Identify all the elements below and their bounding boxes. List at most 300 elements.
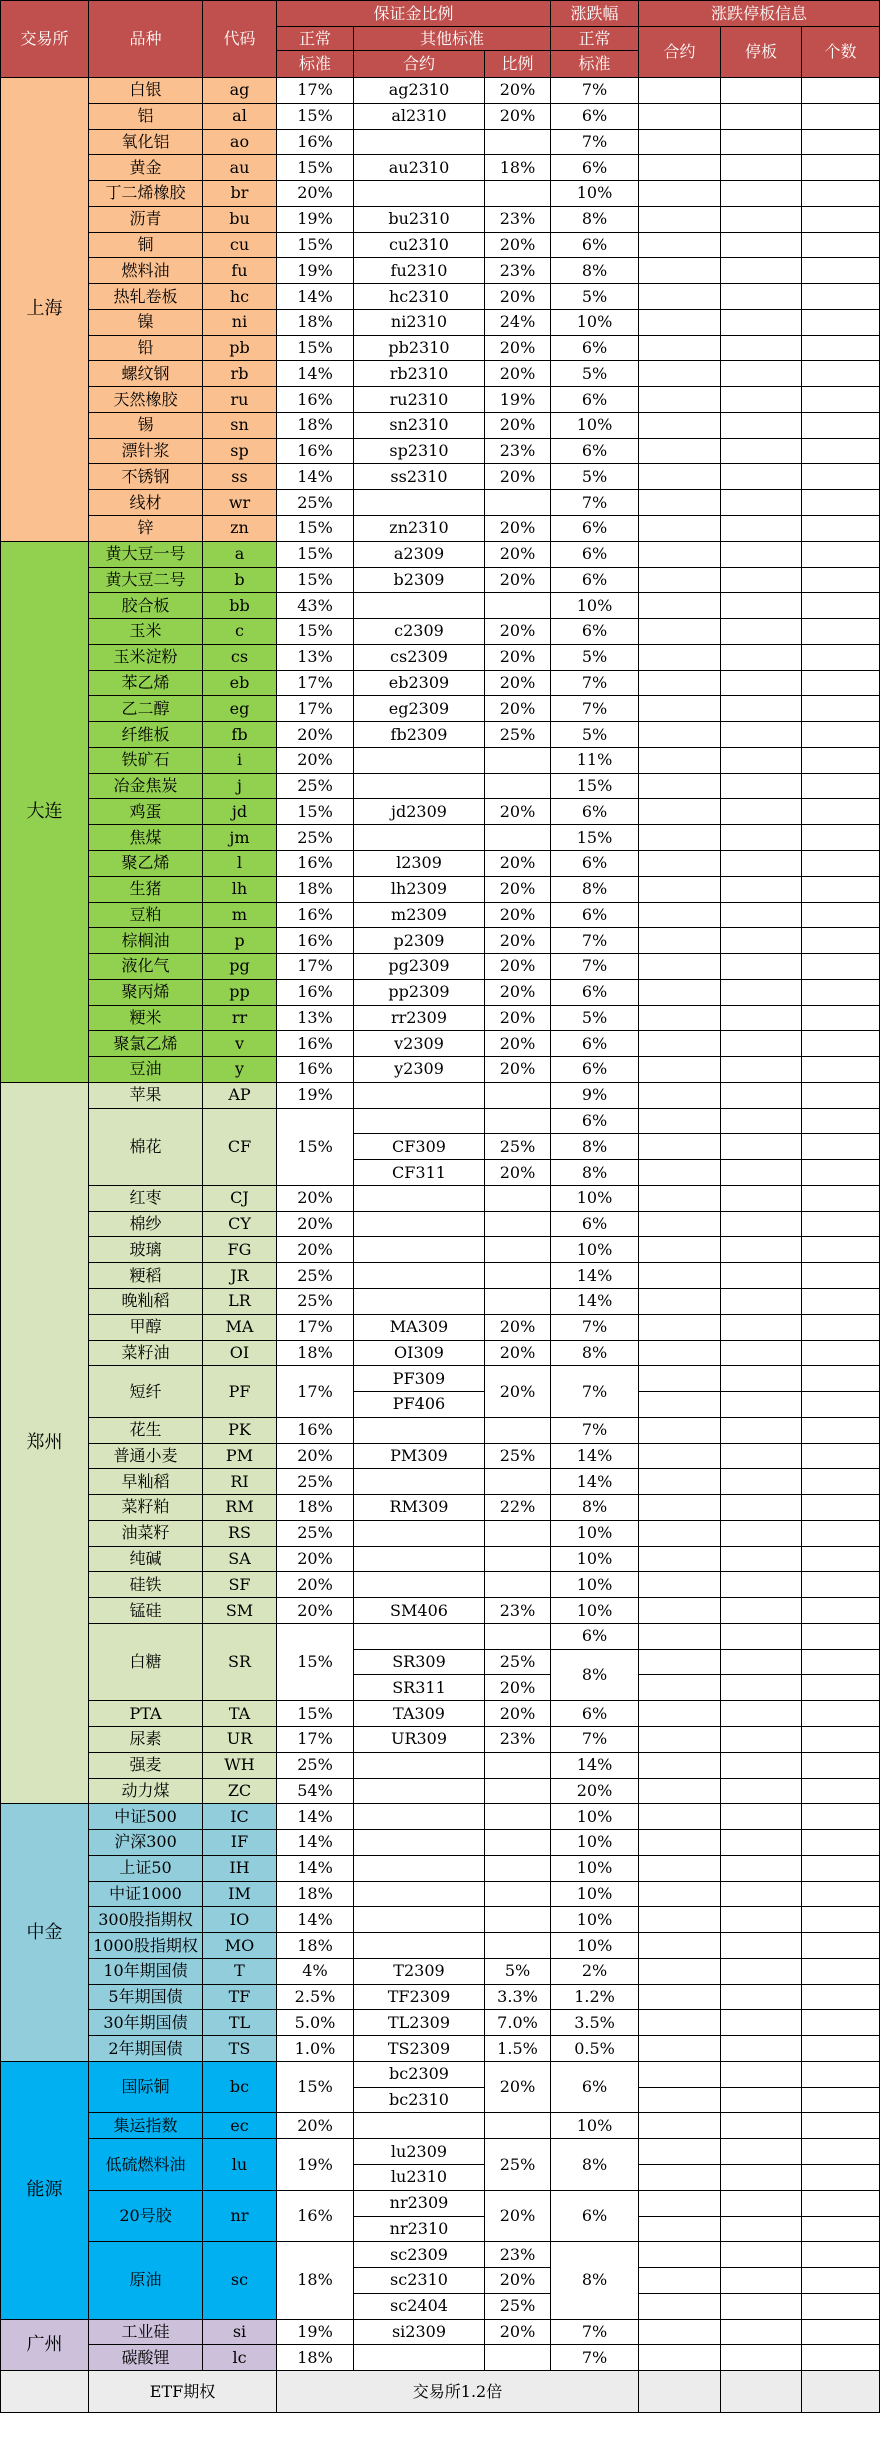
info-halt-cell bbox=[721, 335, 802, 361]
table-row bbox=[1, 155, 880, 181]
limit-cell: 6% bbox=[551, 799, 639, 825]
ratio-cell: 25% bbox=[485, 1649, 551, 1675]
contract-cell: l2309 bbox=[354, 850, 485, 876]
limit-cell: 3.5% bbox=[551, 2010, 639, 2036]
info-count-cell bbox=[802, 850, 880, 876]
info-count-cell bbox=[802, 1185, 880, 1211]
info-halt-cell bbox=[721, 850, 802, 876]
info-contract-cell bbox=[639, 1752, 721, 1778]
variety-cell: PTA bbox=[89, 1701, 203, 1727]
info-contract-cell bbox=[639, 1288, 721, 1314]
contract-cell: ss2310 bbox=[354, 464, 485, 490]
contract-cell bbox=[354, 1623, 485, 1649]
table-row bbox=[1, 387, 880, 413]
exchange-cell: 郑州 bbox=[1, 1082, 89, 1803]
info-halt-cell bbox=[721, 129, 802, 155]
header-limit-normal-top: 正常 bbox=[551, 27, 639, 51]
contract-cell bbox=[354, 1752, 485, 1778]
info-contract-cell bbox=[639, 1160, 721, 1186]
info-halt-cell bbox=[721, 1417, 802, 1443]
contract-cell: PF309 bbox=[354, 1366, 485, 1392]
contract-cell: rr2309 bbox=[354, 1005, 485, 1031]
ratio-cell: 24% bbox=[485, 309, 551, 335]
info-count-cell bbox=[802, 361, 880, 387]
contract-cell: PF406 bbox=[354, 1392, 485, 1418]
info-contract-cell bbox=[639, 2036, 721, 2062]
limit-cell: 8% bbox=[551, 1160, 639, 1186]
info-contract-cell bbox=[639, 2165, 721, 2191]
table-row bbox=[1, 103, 880, 129]
info-halt-cell bbox=[721, 1520, 802, 1546]
contract-cell: p2309 bbox=[354, 928, 485, 954]
etf-text: 交易所1.2倍 bbox=[277, 2371, 639, 2413]
info-contract-cell bbox=[639, 1134, 721, 1160]
limit-cell: 6% bbox=[551, 516, 639, 542]
info-contract-cell bbox=[639, 335, 721, 361]
variety-cell: 黄金 bbox=[89, 155, 203, 181]
table-row bbox=[1, 2061, 880, 2087]
table-row bbox=[1, 850, 880, 876]
variety-cell: 300股指期权 bbox=[89, 1907, 203, 1933]
ratio-cell: 1.5% bbox=[485, 2036, 551, 2062]
header-exchange: 交易所 bbox=[1, 1, 89, 78]
etf-label: ETF期权 bbox=[89, 2371, 277, 2413]
info-halt-cell bbox=[721, 412, 802, 438]
variety-cell: 中证500 bbox=[89, 1804, 203, 1830]
variety-cell: 棉花 bbox=[89, 1108, 203, 1185]
contract-cell bbox=[354, 1830, 485, 1856]
table-row bbox=[1, 1057, 880, 1083]
limit-cell: 6% bbox=[551, 1211, 639, 1237]
info-count-cell bbox=[802, 78, 880, 104]
variety-cell: 20号胶 bbox=[89, 2190, 203, 2242]
contract-cell: SM406 bbox=[354, 1598, 485, 1624]
code-cell: hc bbox=[203, 284, 277, 310]
code-cell: RM bbox=[203, 1495, 277, 1521]
info-count-cell bbox=[802, 1546, 880, 1572]
header-limit-info: 涨跌停板信息 bbox=[639, 1, 880, 27]
info-contract-cell bbox=[639, 232, 721, 258]
table-row bbox=[1, 1520, 880, 1546]
code-cell: IH bbox=[203, 1855, 277, 1881]
ratio-cell: 20% bbox=[485, 567, 551, 593]
contract-cell: sc2404 bbox=[354, 2293, 485, 2319]
ratio-cell: 20% bbox=[485, 954, 551, 980]
info-halt-cell bbox=[721, 490, 802, 516]
code-cell: FG bbox=[203, 1237, 277, 1263]
code-cell: j bbox=[203, 773, 277, 799]
info-count-cell bbox=[802, 284, 880, 310]
etf-exchange-cell bbox=[1, 2371, 89, 2413]
standard-cell: 20% bbox=[277, 1572, 354, 1598]
variety-cell: 30年期国债 bbox=[89, 2010, 203, 2036]
info-halt-cell bbox=[721, 928, 802, 954]
info-halt-cell bbox=[721, 1933, 802, 1959]
limit-cell: 10% bbox=[551, 1855, 639, 1881]
standard-cell: 13% bbox=[277, 1005, 354, 1031]
standard-cell: 43% bbox=[277, 593, 354, 619]
info-count-cell bbox=[802, 773, 880, 799]
info-count-cell bbox=[802, 2293, 880, 2319]
standard-cell: 20% bbox=[277, 1598, 354, 1624]
limit-cell: 8% bbox=[551, 2242, 639, 2319]
standard-cell: 18% bbox=[277, 2242, 354, 2319]
variety-cell: 5年期国债 bbox=[89, 1984, 203, 2010]
ratio-cell: 20% bbox=[485, 103, 551, 129]
code-cell: rr bbox=[203, 1005, 277, 1031]
limit-cell: 6% bbox=[551, 387, 639, 413]
standard-cell: 4% bbox=[277, 1958, 354, 1984]
info-contract-cell bbox=[639, 361, 721, 387]
table-row bbox=[1, 979, 880, 1005]
limit-cell: 11% bbox=[551, 747, 639, 773]
contract-cell: a2309 bbox=[354, 541, 485, 567]
standard-cell: 15% bbox=[277, 541, 354, 567]
code-cell: v bbox=[203, 1031, 277, 1057]
table-row bbox=[1, 2190, 880, 2216]
info-count-cell bbox=[802, 2165, 880, 2191]
contract-cell: c2309 bbox=[354, 619, 485, 645]
info-halt-cell bbox=[721, 1366, 802, 1392]
header-info-count: 个数 bbox=[802, 27, 880, 78]
info-count-cell bbox=[802, 490, 880, 516]
info-contract-cell bbox=[639, 1057, 721, 1083]
ratio-cell bbox=[485, 773, 551, 799]
table-row bbox=[1, 206, 880, 232]
contract-cell bbox=[354, 1082, 485, 1108]
variety-cell: 漂针浆 bbox=[89, 438, 203, 464]
standard-cell: 19% bbox=[277, 2139, 354, 2191]
standard-cell: 20% bbox=[277, 747, 354, 773]
info-halt-cell bbox=[721, 1752, 802, 1778]
contract-cell: v2309 bbox=[354, 1031, 485, 1057]
variety-cell: 棉纱 bbox=[89, 1211, 203, 1237]
table-row bbox=[1, 232, 880, 258]
limit-cell: 6% bbox=[551, 103, 639, 129]
variety-cell: 聚乙烯 bbox=[89, 850, 203, 876]
info-count-cell bbox=[802, 1958, 880, 1984]
variety-cell: 焦煤 bbox=[89, 825, 203, 851]
header-normal-standard-bottom: 标准 bbox=[277, 51, 354, 78]
ratio-cell: 18% bbox=[485, 155, 551, 181]
contract-cell: eb2309 bbox=[354, 670, 485, 696]
code-cell: eg bbox=[203, 696, 277, 722]
table-row bbox=[1, 619, 880, 645]
info-halt-cell bbox=[721, 747, 802, 773]
info-count-cell bbox=[802, 103, 880, 129]
ratio-cell: 20% bbox=[485, 284, 551, 310]
code-cell: CY bbox=[203, 1211, 277, 1237]
info-halt-cell bbox=[721, 2113, 802, 2139]
contract-cell: lu2309 bbox=[354, 2139, 485, 2165]
standard-cell: 20% bbox=[277, 181, 354, 207]
info-count-cell bbox=[802, 747, 880, 773]
variety-cell: 红枣 bbox=[89, 1185, 203, 1211]
table-row bbox=[1, 1727, 880, 1753]
info-count-cell bbox=[802, 438, 880, 464]
info-halt-cell bbox=[721, 1907, 802, 1933]
info-count-cell bbox=[802, 2345, 880, 2371]
info-halt-cell bbox=[721, 2139, 802, 2165]
limit-cell: 7% bbox=[551, 928, 639, 954]
table-row bbox=[1, 2319, 880, 2345]
info-count-cell bbox=[802, 2010, 880, 2036]
ratio-cell: 23% bbox=[485, 258, 551, 284]
header-margin-ratio: 保证金比例 bbox=[277, 1, 551, 27]
info-count-cell bbox=[802, 1314, 880, 1340]
table-row bbox=[1, 1082, 880, 1108]
table-row bbox=[1, 2010, 880, 2036]
variety-cell: 中证1000 bbox=[89, 1881, 203, 1907]
ratio-cell bbox=[485, 1830, 551, 1856]
info-count-cell bbox=[802, 979, 880, 1005]
info-contract-cell bbox=[639, 1082, 721, 1108]
info-count-cell bbox=[802, 1598, 880, 1624]
contract-cell bbox=[354, 1288, 485, 1314]
code-cell: p bbox=[203, 928, 277, 954]
limit-cell: 10% bbox=[551, 1830, 639, 1856]
info-halt-cell bbox=[721, 773, 802, 799]
variety-cell: 碳酸锂 bbox=[89, 2345, 203, 2371]
info-count-cell bbox=[802, 129, 880, 155]
info-halt-cell bbox=[721, 258, 802, 284]
variety-cell: 黄大豆一号 bbox=[89, 541, 203, 567]
info-halt-cell bbox=[721, 1623, 802, 1649]
info-contract-cell bbox=[639, 2113, 721, 2139]
info-halt-cell bbox=[721, 181, 802, 207]
contract-cell: hc2310 bbox=[354, 284, 485, 310]
code-cell: IO bbox=[203, 1907, 277, 1933]
limit-cell: 5% bbox=[551, 1005, 639, 1031]
standard-cell: 18% bbox=[277, 1495, 354, 1521]
info-contract-cell bbox=[639, 644, 721, 670]
code-cell: sc bbox=[203, 2242, 277, 2319]
standard-cell: 16% bbox=[277, 1417, 354, 1443]
info-contract-cell bbox=[639, 850, 721, 876]
code-cell: fb bbox=[203, 722, 277, 748]
table-row bbox=[1, 1495, 880, 1521]
info-count-cell bbox=[802, 1572, 880, 1598]
variety-cell: 甲醇 bbox=[89, 1314, 203, 1340]
contract-cell: TS2309 bbox=[354, 2036, 485, 2062]
standard-cell: 15% bbox=[277, 567, 354, 593]
standard-cell: 16% bbox=[277, 928, 354, 954]
code-cell: IF bbox=[203, 1830, 277, 1856]
info-count-cell bbox=[802, 1520, 880, 1546]
variety-cell: 生猪 bbox=[89, 876, 203, 902]
header-other-standard: 其他标准 bbox=[354, 27, 551, 51]
info-halt-cell bbox=[721, 1392, 802, 1418]
code-cell: ec bbox=[203, 2113, 277, 2139]
table-row bbox=[1, 696, 880, 722]
info-halt-cell bbox=[721, 2165, 802, 2191]
variety-cell: 苯乙烯 bbox=[89, 670, 203, 696]
code-cell: si bbox=[203, 2319, 277, 2345]
contract-cell: TA309 bbox=[354, 1701, 485, 1727]
ratio-cell bbox=[485, 490, 551, 516]
contract-cell bbox=[354, 1804, 485, 1830]
info-contract-cell bbox=[639, 387, 721, 413]
standard-cell: 20% bbox=[277, 1237, 354, 1263]
info-halt-cell bbox=[721, 1830, 802, 1856]
info-count-cell bbox=[802, 722, 880, 748]
code-cell: jd bbox=[203, 799, 277, 825]
ratio-cell: 20% bbox=[485, 78, 551, 104]
info-count-cell bbox=[802, 1340, 880, 1366]
info-halt-cell bbox=[721, 1546, 802, 1572]
code-cell: PM bbox=[203, 1443, 277, 1469]
variety-cell: 铜 bbox=[89, 232, 203, 258]
ratio-cell: 23% bbox=[485, 1598, 551, 1624]
info-contract-cell bbox=[639, 979, 721, 1005]
info-halt-cell bbox=[721, 2061, 802, 2087]
ratio-cell bbox=[485, 1855, 551, 1881]
variety-cell: 动力煤 bbox=[89, 1778, 203, 1804]
variety-cell: 低硫燃料油 bbox=[89, 2139, 203, 2191]
standard-cell: 15% bbox=[277, 1623, 354, 1700]
info-contract-cell bbox=[639, 1340, 721, 1366]
limit-cell: 6% bbox=[551, 567, 639, 593]
table-footer bbox=[1, 2371, 880, 2413]
ratio-cell: 25% bbox=[485, 2293, 551, 2319]
limit-cell: 6% bbox=[551, 541, 639, 567]
info-count-cell bbox=[802, 2268, 880, 2294]
info-contract-cell bbox=[639, 747, 721, 773]
header-contract: 合约 bbox=[354, 51, 485, 78]
info-halt-cell bbox=[721, 438, 802, 464]
ratio-cell: 20% bbox=[485, 335, 551, 361]
info-count-cell bbox=[802, 1211, 880, 1237]
table-row bbox=[1, 541, 880, 567]
code-cell: pb bbox=[203, 335, 277, 361]
info-count-cell bbox=[802, 876, 880, 902]
ratio-cell: 20% bbox=[485, 1340, 551, 1366]
info-contract-cell bbox=[639, 825, 721, 851]
ratio-cell: 20% bbox=[485, 2061, 551, 2113]
variety-cell: 菜籽粕 bbox=[89, 1495, 203, 1521]
contract-cell: m2309 bbox=[354, 902, 485, 928]
standard-cell: 17% bbox=[277, 954, 354, 980]
ratio-cell: 20% bbox=[485, 412, 551, 438]
contract-cell: fb2309 bbox=[354, 722, 485, 748]
info-count-cell bbox=[802, 1417, 880, 1443]
variety-cell: 冶金焦炭 bbox=[89, 773, 203, 799]
ratio-cell: 20% bbox=[485, 696, 551, 722]
code-cell: cs bbox=[203, 644, 277, 670]
variety-cell: 玉米 bbox=[89, 619, 203, 645]
contract-cell: TF2309 bbox=[354, 1984, 485, 2010]
ratio-cell: 20% bbox=[485, 232, 551, 258]
info-contract-cell bbox=[639, 1237, 721, 1263]
standard-cell: 16% bbox=[277, 387, 354, 413]
limit-cell: 8% bbox=[551, 1134, 639, 1160]
info-count-cell bbox=[802, 2139, 880, 2165]
contract-cell: bu2310 bbox=[354, 206, 485, 232]
ratio-cell bbox=[485, 1211, 551, 1237]
standard-cell: 14% bbox=[277, 361, 354, 387]
table-row bbox=[1, 309, 880, 335]
ratio-cell: 20% bbox=[485, 516, 551, 542]
limit-cell: 10% bbox=[551, 1881, 639, 1907]
standard-cell: 14% bbox=[277, 284, 354, 310]
variety-cell: 燃料油 bbox=[89, 258, 203, 284]
code-cell: m bbox=[203, 902, 277, 928]
standard-cell: 20% bbox=[277, 1546, 354, 1572]
info-count-cell bbox=[802, 155, 880, 181]
ratio-cell: 23% bbox=[485, 438, 551, 464]
code-cell: ru bbox=[203, 387, 277, 413]
code-cell: RI bbox=[203, 1469, 277, 1495]
table-row bbox=[1, 1288, 880, 1314]
standard-cell: 15% bbox=[277, 103, 354, 129]
info-count-cell bbox=[802, 1134, 880, 1160]
info-count-cell bbox=[802, 928, 880, 954]
info-count-cell bbox=[802, 670, 880, 696]
limit-cell: 10% bbox=[551, 412, 639, 438]
standard-cell: 19% bbox=[277, 2319, 354, 2345]
variety-cell: 铁矿石 bbox=[89, 747, 203, 773]
limit-cell: 6% bbox=[551, 2190, 639, 2242]
standard-cell: 1.0% bbox=[277, 2036, 354, 2062]
standard-cell: 16% bbox=[277, 850, 354, 876]
info-count-cell bbox=[802, 2036, 880, 2062]
ratio-cell: 20% bbox=[485, 799, 551, 825]
contract-cell: al2310 bbox=[354, 103, 485, 129]
standard-cell: 15% bbox=[277, 155, 354, 181]
table-row bbox=[1, 593, 880, 619]
info-halt-cell bbox=[721, 1005, 802, 1031]
limit-cell: 5% bbox=[551, 284, 639, 310]
info-count-cell bbox=[802, 258, 880, 284]
info-halt-cell bbox=[721, 1984, 802, 2010]
limit-cell: 7% bbox=[551, 670, 639, 696]
ratio-cell bbox=[485, 1546, 551, 1572]
code-cell: b bbox=[203, 567, 277, 593]
code-cell: i bbox=[203, 747, 277, 773]
info-contract-cell bbox=[639, 2010, 721, 2036]
standard-cell: 20% bbox=[277, 722, 354, 748]
info-halt-cell bbox=[721, 2087, 802, 2113]
limit-cell: 10% bbox=[551, 1804, 639, 1830]
variety-cell: 集运指数 bbox=[89, 2113, 203, 2139]
info-halt-cell bbox=[721, 1804, 802, 1830]
info-count-cell bbox=[802, 464, 880, 490]
info-count-cell bbox=[802, 1855, 880, 1881]
info-contract-cell bbox=[639, 954, 721, 980]
info-halt-cell bbox=[721, 1082, 802, 1108]
standard-cell: 20% bbox=[277, 1211, 354, 1237]
table-row bbox=[1, 1804, 880, 1830]
contract-cell bbox=[354, 1237, 485, 1263]
limit-cell: 9% bbox=[551, 1082, 639, 1108]
info-contract-cell bbox=[639, 541, 721, 567]
limit-cell: 14% bbox=[551, 1263, 639, 1289]
contract-cell: y2309 bbox=[354, 1057, 485, 1083]
table-row bbox=[1, 490, 880, 516]
limit-cell: 7% bbox=[551, 1314, 639, 1340]
info-halt-cell bbox=[721, 1237, 802, 1263]
info-count-cell bbox=[802, 2242, 880, 2268]
info-halt-cell bbox=[721, 1469, 802, 1495]
info-contract-cell bbox=[639, 284, 721, 310]
info-contract-cell bbox=[639, 1031, 721, 1057]
ratio-cell bbox=[485, 1572, 551, 1598]
standard-cell: 25% bbox=[277, 490, 354, 516]
exchange-cell: 上海 bbox=[1, 78, 89, 542]
table-row bbox=[1, 438, 880, 464]
standard-cell: 15% bbox=[277, 516, 354, 542]
info-count-cell bbox=[802, 1778, 880, 1804]
